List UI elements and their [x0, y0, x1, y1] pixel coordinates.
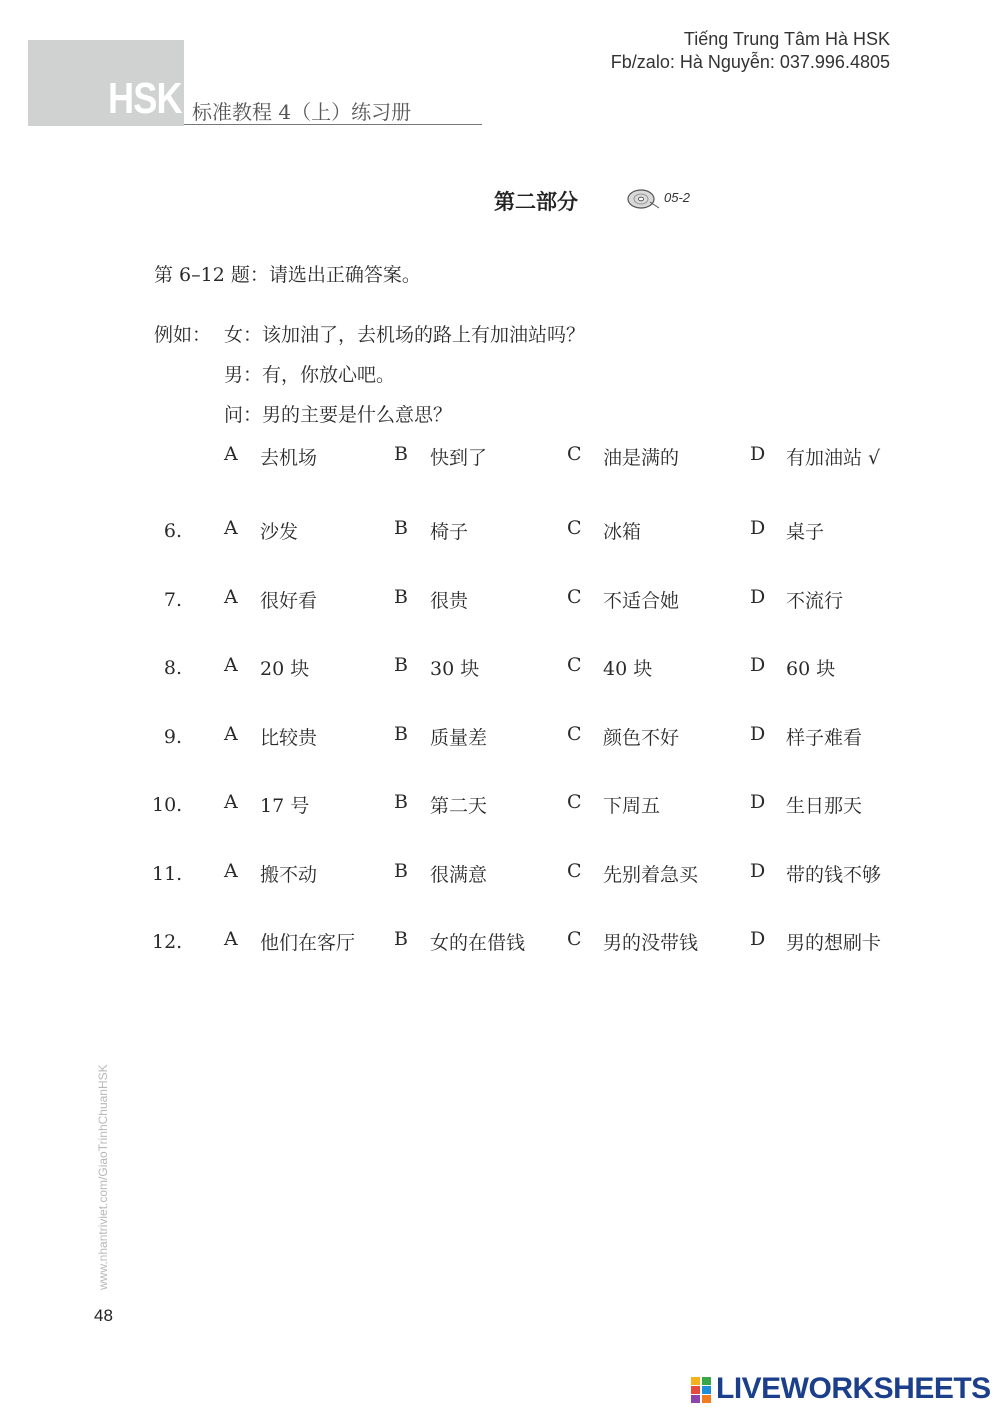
section-title: 第二部分	[494, 189, 578, 214]
option-letter: A	[224, 723, 238, 745]
instruction: 第 6–12 题：请选出正确答案。	[154, 264, 421, 286]
option-text[interactable]: 男的想刷卡	[786, 932, 882, 954]
liveworksheets-brand[interactable]: LIVEWORKSHEETS	[716, 1372, 991, 1405]
option-letter: A	[224, 654, 238, 676]
example-option-text: 快到了	[430, 447, 488, 469]
option-letter: D	[750, 654, 766, 676]
option-text[interactable]: 椅子	[430, 521, 469, 543]
example-option-letter: A	[224, 443, 238, 465]
option-letter: B	[394, 791, 408, 813]
hsk-logo: HSK	[108, 74, 182, 123]
example-label: 例如：	[154, 324, 212, 346]
example-question: 问：男的主要是什么意思？	[224, 404, 453, 426]
title-rule	[184, 124, 482, 125]
example-option-letter: D	[750, 443, 766, 465]
option-letter: A	[224, 517, 238, 539]
question-number: 10.	[152, 794, 183, 816]
option-letter: A	[224, 860, 238, 882]
option-text[interactable]: 20 块	[260, 658, 310, 680]
option-letter: B	[394, 928, 408, 950]
option-text[interactable]: 沙发	[260, 521, 299, 543]
example-option-text: 有加油站 √	[786, 447, 881, 469]
question-number: 6.	[163, 520, 182, 542]
option-text[interactable]: 他们在客厅	[260, 932, 356, 954]
option-letter: B	[394, 723, 408, 745]
question-number: 8.	[163, 657, 182, 679]
option-text[interactable]: 不流行	[786, 590, 844, 612]
option-text[interactable]: 样子难看	[786, 727, 863, 749]
option-letter: B	[394, 860, 408, 882]
option-letter: C	[567, 723, 582, 745]
example-option-letter: C	[567, 443, 582, 465]
vertical-watermark: www.nhantriviet.com/GiaoTrinhChuanHSK	[96, 1064, 110, 1290]
liveworksheets-logo-icon	[690, 1376, 712, 1404]
option-text[interactable]: 很贵	[430, 590, 469, 612]
example-option-text: 油是满的	[603, 447, 680, 469]
option-text[interactable]: 女的在借钱	[430, 932, 526, 954]
option-letter: C	[567, 654, 582, 676]
option-text[interactable]: 很好看	[260, 590, 318, 612]
option-letter: C	[567, 517, 582, 539]
option-text[interactable]: 不适合她	[603, 590, 680, 612]
option-text[interactable]: 搬不动	[260, 864, 318, 886]
track-number: 05-2	[664, 190, 691, 205]
question-number: 7.	[163, 589, 182, 611]
option-letter: D	[750, 517, 766, 539]
promo-line-2: Fb/zalo: Hà Nguyễn: 037.996.4805	[610, 52, 890, 72]
option-letter: A	[224, 586, 238, 608]
option-text[interactable]: 30 块	[430, 658, 480, 680]
option-text[interactable]: 下周五	[603, 795, 661, 817]
option-text[interactable]: 带的钱不够	[786, 864, 882, 886]
option-text[interactable]: 质量差	[430, 727, 488, 749]
option-letter: C	[567, 860, 582, 882]
option-letter: A	[224, 928, 238, 950]
option-text[interactable]: 40 块	[603, 658, 653, 680]
option-letter: B	[394, 586, 408, 608]
option-letter: C	[567, 928, 582, 950]
option-text[interactable]: 冰箱	[603, 521, 642, 543]
option-letter: A	[224, 791, 238, 813]
example-man-line: 男：有，你放心吧。	[224, 364, 396, 386]
option-text[interactable]: 颜色不好	[603, 727, 680, 749]
example-option-letter: B	[394, 443, 408, 465]
option-letter: C	[567, 586, 582, 608]
option-text[interactable]: 先别着急买	[603, 864, 699, 886]
question-number: 12.	[152, 931, 183, 953]
option-text[interactable]: 生日那天	[786, 795, 863, 817]
option-letter: D	[750, 928, 766, 950]
book-title: 标准教程 4（上）练习册	[192, 100, 412, 124]
option-text[interactable]: 比较贵	[260, 727, 318, 749]
cd-disc-icon	[626, 186, 660, 210]
option-letter: D	[750, 860, 766, 882]
option-letter: B	[394, 517, 408, 539]
option-text[interactable]: 17 号	[260, 795, 310, 817]
option-text[interactable]: 桌子	[786, 521, 825, 543]
option-letter: C	[567, 791, 582, 813]
option-letter: B	[394, 654, 408, 676]
question-number: 9.	[163, 726, 182, 748]
option-letter: D	[750, 723, 766, 745]
option-text[interactable]: 第二天	[430, 795, 488, 817]
example-woman-line: 女：该加油了，去机场的路上有加油站吗？	[224, 324, 586, 346]
promo-block	[611, 28, 890, 74]
question-number: 11.	[152, 863, 183, 885]
option-text[interactable]: 很满意	[430, 864, 488, 886]
option-letter: D	[750, 586, 766, 608]
example-option-text: 去机场	[260, 447, 318, 469]
option-text[interactable]: 60 块	[786, 658, 836, 680]
promo-line-1: Tiếng Trung Tâm Hà HSK	[683, 29, 890, 49]
option-text[interactable]: 男的没带钱	[603, 932, 699, 954]
option-letter: D	[750, 791, 766, 813]
page-number: 48	[94, 1306, 113, 1325]
